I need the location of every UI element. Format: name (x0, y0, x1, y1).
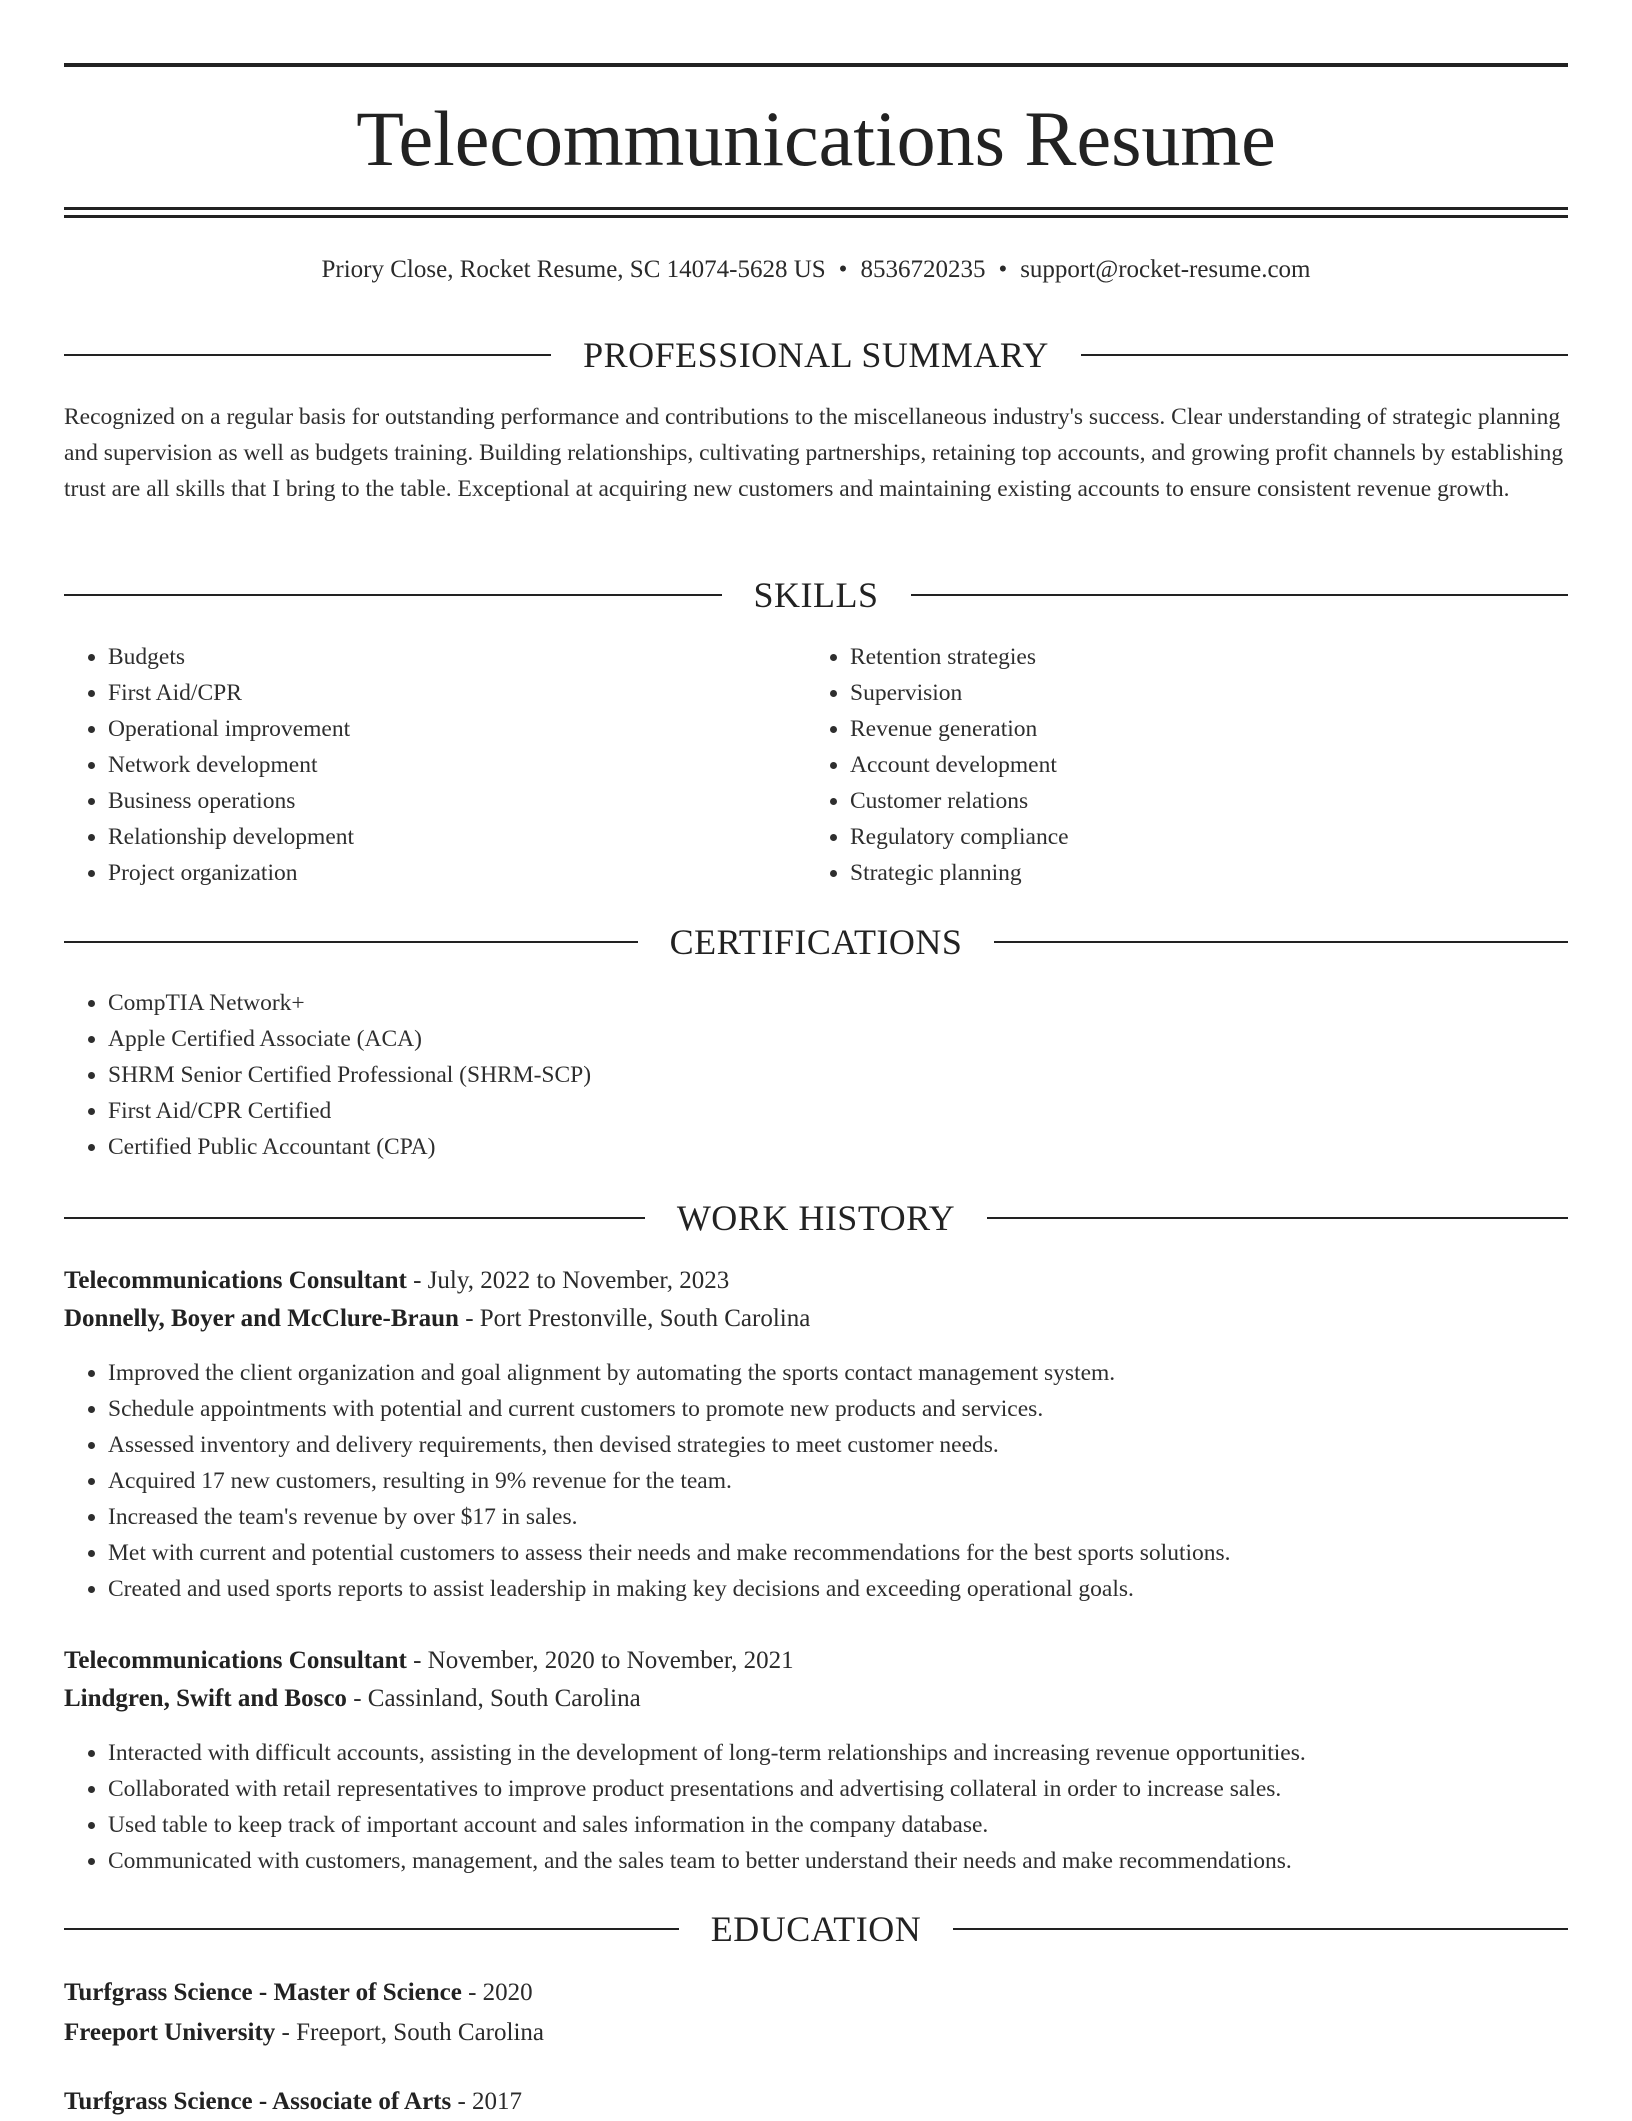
section-heading-education (64, 1904, 1568, 1954)
job-bullet: • Assessed inventory and delivery requirements, then devised strategies to meet customer needs. (108, 1427, 1608, 1463)
skill-item: • First Aid/CPR (108, 675, 808, 711)
job-bullet: • Improved the client organization and goal alignment by automating the sports contact management system. (108, 1355, 1608, 1391)
title-double-rule-lower (64, 215, 1568, 218)
education-school: Freeport University (64, 2019, 276, 2046)
section-title: SKILLS (753, 575, 879, 615)
job-title-line (64, 1262, 1568, 1300)
certification-item: • Apple Certified Associate (ACA) (108, 1021, 1508, 1057)
certification-item: • Certified Public Accountant (CPA) (108, 1129, 1508, 1165)
skills-list-right (806, 639, 1550, 891)
heading-rule (987, 1217, 1568, 1219)
certification-item: • CompTIA Network+ (108, 985, 1508, 1021)
job-company-line (64, 1680, 1568, 1718)
company-name: Donnelly, Boyer and McClure-Braun (64, 1305, 459, 1332)
section-title: CERTIFICATIONS (669, 922, 963, 962)
education-degree: Turfgrass Science - Master of Science (64, 1979, 462, 2006)
education-degree-line (64, 1974, 1568, 2012)
skill-item: • Business operations (108, 783, 808, 819)
certification-item: • SHRM Senior Certified Professional (SHRM-SCP) (108, 1057, 1508, 1093)
contact-separator: • (998, 256, 1008, 283)
job-company-line (64, 1300, 1568, 1338)
skill-item: • Project organization (108, 855, 808, 891)
education-year: - 2020 (461, 1979, 533, 2006)
education-location: - Freeport, South Carolina (275, 2019, 544, 2046)
job-title-line (64, 1642, 1568, 1680)
heading-rule (911, 594, 1569, 596)
heading-rule (64, 594, 722, 596)
company-location: - Cassinland, South Carolina (346, 1685, 641, 1712)
job-bullet: • Used table to keep track of important account and sales information in the company database. (108, 1807, 1608, 1843)
skill-item: • Budgets (108, 639, 808, 675)
job-title: Telecommunications Consultant (64, 1647, 407, 1674)
job-bullet: • Met with current and potential customers to assess their needs and make recommendations for the best sports solutions. (108, 1535, 1608, 1571)
job-bullet: • Schedule appointments with potential and current customers to promote new products and services. (108, 1391, 1608, 1427)
education-school-line (64, 2014, 1568, 2052)
education-year: - 2017 (451, 2088, 523, 2115)
job-bullet: • Created and used sports reports to assist leadership in making key decisions and exceeding operational goals. (108, 1571, 1608, 1607)
section-heading-work-history (64, 1193, 1568, 1243)
company-name: Lindgren, Swift and Bosco (64, 1685, 347, 1712)
heading-rule (64, 1217, 645, 1219)
section-title: WORK HISTORY (676, 1198, 956, 1238)
section-heading-certifications (64, 917, 1568, 967)
job-dates: - November, 2020 to November, 2021 (406, 1647, 794, 1674)
page-title: Telecommunications Resume (356, 95, 1276, 182)
section-heading-skills (64, 570, 1568, 620)
skill-item: • Supervision (850, 675, 1550, 711)
education-degree: Turfgrass Science - Associate of Arts (64, 2088, 452, 2115)
skill-item: • Revenue generation (850, 711, 1550, 747)
top-rule (64, 63, 1568, 67)
skill-item: • Retention strategies (850, 639, 1550, 675)
heading-rule (64, 1928, 679, 1930)
section-title: EDUCATION (710, 1909, 922, 1949)
skills-list-left (64, 639, 808, 891)
contact-email: support@rocket-resume.com (1020, 256, 1311, 283)
summary-text: Recognized on a regular basis for outstanding performance and contributions to the miscellaneous industry's success. Clear understanding of strategic planning and supervision as well as budgets training. Building relationships, cultivating partnerships, retaining top accounts, and growing profit channels by establishing trust are all skills that I bring to the table. Exceptional at acquiring new customers and maintaining existing accounts to ensure consistent revenue growth. (64, 404, 1564, 502)
skill-item: • Network development (108, 747, 808, 783)
heading-rule (953, 1928, 1568, 1930)
education-degree-line (64, 2083, 1568, 2121)
heading-rule (1081, 354, 1568, 356)
job-bullet: • Collaborated with retail representatives to improve product presentations and advertising collateral in order to increase sales. (108, 1771, 1608, 1807)
job-bullets (64, 1355, 1608, 1607)
job-title: Telecommunications Consultant (64, 1267, 407, 1294)
job-bullet: • Interacted with difficult accounts, assisting in the development of long-term relationships and increasing revenue opportunities. (108, 1735, 1608, 1771)
job-bullet: • Communicated with customers, management, and the sales team to better understand their needs and make recommendations. (108, 1843, 1608, 1879)
job-bullet: • Increased the team's revenue by over $17 in sales. (108, 1499, 1608, 1535)
certification-item: • First Aid/CPR Certified (108, 1093, 1508, 1129)
skill-item: • Customer relations (850, 783, 1550, 819)
skill-item: • Strategic planning (850, 855, 1550, 891)
skill-item: • Operational improvement (108, 711, 808, 747)
heading-rule (64, 941, 638, 943)
company-location: - Port Prestonville, South Carolina (458, 1305, 811, 1332)
heading-rule (64, 354, 551, 356)
skill-item: • Regulatory compliance (850, 819, 1550, 855)
contact-separator: • (838, 256, 848, 283)
job-bullets (64, 1735, 1608, 1879)
certifications-list (64, 985, 1508, 1165)
heading-rule (994, 941, 1568, 943)
section-heading-summary (64, 330, 1568, 380)
section-title: PROFESSIONAL SUMMARY (583, 335, 1049, 375)
job-bullet: • Acquired 17 new customers, resulting in 9% revenue for the team. (108, 1463, 1608, 1499)
contact-phone: 8536720235 (860, 256, 986, 283)
title-double-rule-upper (64, 207, 1568, 210)
skill-item: • Account development (850, 747, 1550, 783)
skill-item: • Relationship development (108, 819, 808, 855)
contact-address: Priory Close, Rocket Resume, SC 14074-5628 US (321, 256, 826, 283)
job-dates: - July, 2022 to November, 2023 (406, 1267, 730, 1294)
contact-line (64, 252, 1568, 288)
